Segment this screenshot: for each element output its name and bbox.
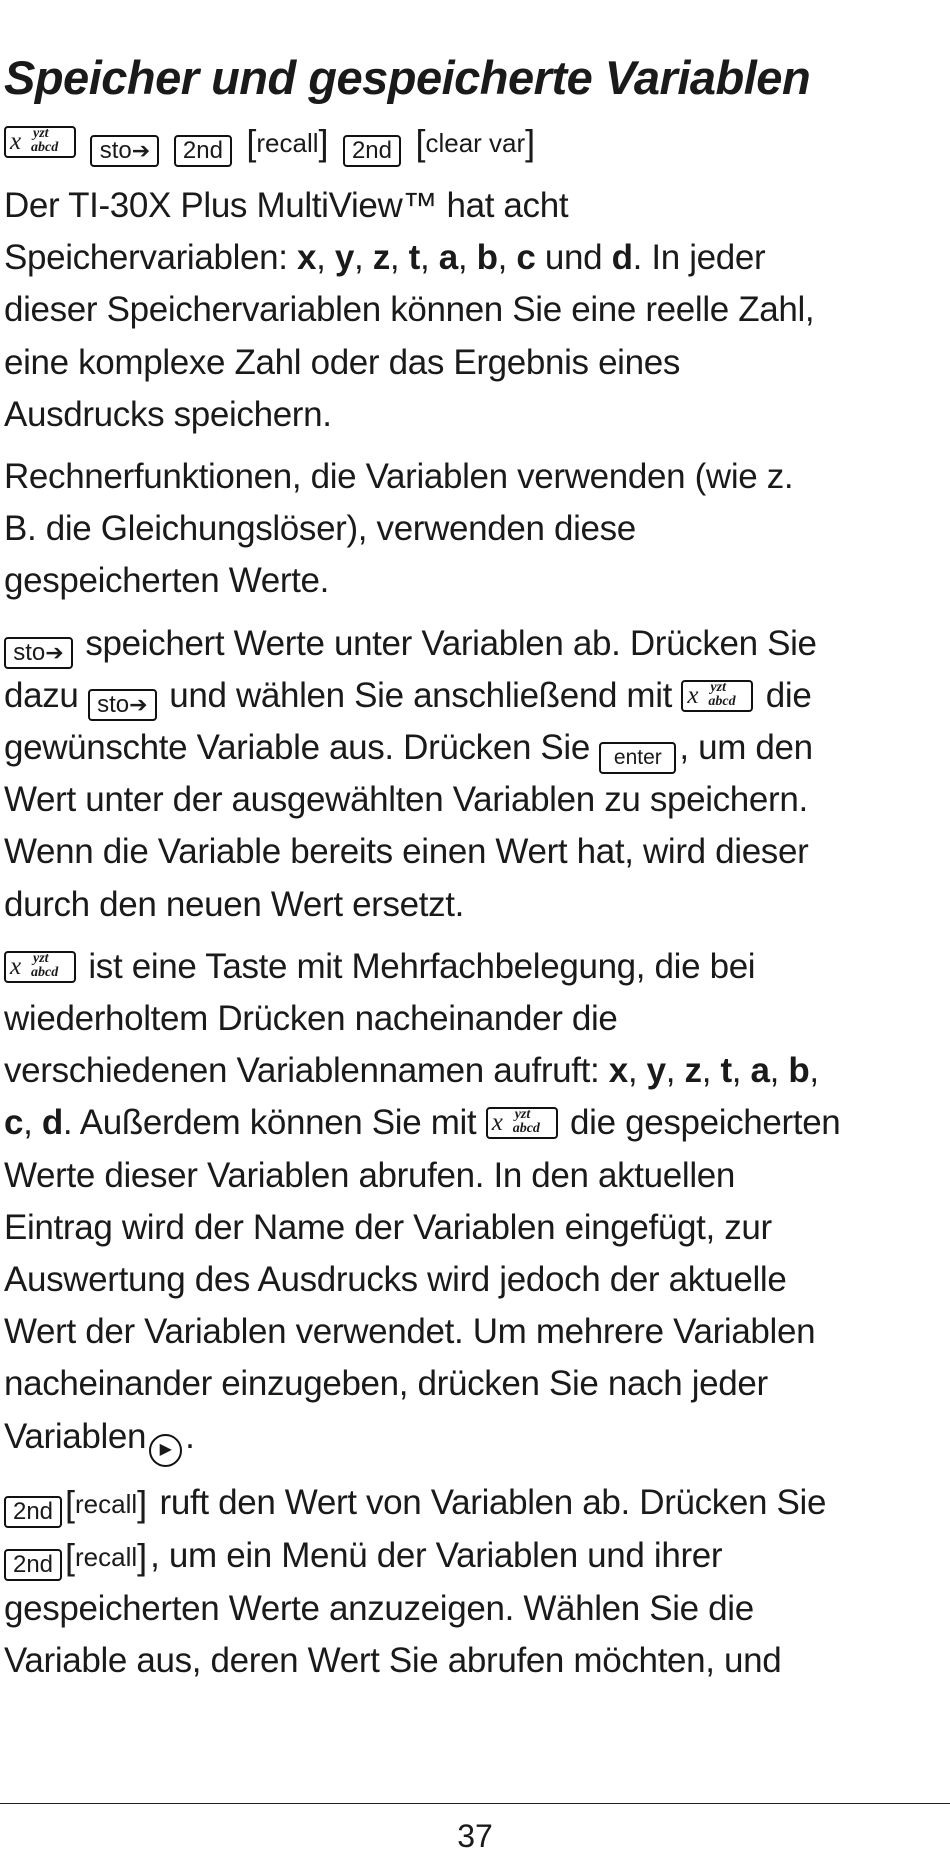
xvar-key: x yzt abcd: [4, 951, 76, 983]
recall-function-label: [recall]: [65, 1482, 148, 1524]
body-text: [4, 180, 948, 1697]
recall-function-label: [recall]: [65, 1535, 148, 1577]
paragraph-calculator-functions: Rechnerfunktionen, die Variablen verwenden (wie z. B. die Gleichungslöser), verwenden diese gespeicherten Werte.: [4, 457, 794, 601]
2nd-key: 2nd: [343, 135, 401, 167]
paragraph-xvar-key: x yzt abcd ist eine Taste mit Mehrfachbelegung, die bei wiederholtem Drücken nacheinander die verschiedenen Variablennamen aufruft: x, y, z, t, a, b, c, d. Außerdem können Sie mit x yzt abcd die gespeicherten Werte dieser Variablen abrufen. In den aktuellen Eintrag wird der Name der Variablen eingefügt, zur Auswertung des Ausdrucks wird jedoch der aktuelle Wert der Variablen verwendet. Um mehrere Variablen nacheinander einzugeben, drücken Sie nach jeder Variablen ▶ .: [4, 941, 948, 1467]
sto-key: sto➔: [88, 689, 157, 721]
2nd-key: 2nd: [4, 1496, 62, 1528]
xvar-key: x yzt abcd: [681, 680, 753, 712]
sto-key: sto➔: [4, 637, 73, 669]
paragraph-memory-variables: Der TI-30X Plus MultiView™ hat acht Speichervariablen: x, y, z, t, a, b, c und d. In jeder dieser Speichervariablen können Sie eine reelle Zahl, eine komplexe Zahl oder das Ergebnis eines Ausdrucks speichern.: [4, 186, 815, 434]
right-arrow-key-icon: ▶: [149, 1434, 182, 1467]
paragraph-recall: 2nd [recall] ruft den Wert von Variablen ab. Drücken Sie 2nd [recall], um ein Menü der Variablen und ihrer gespeicherten Werte anzuzeigen. Wählen Sie die Variable aus, deren Wert Sie abrufen möchten, und: [4, 1477, 948, 1688]
xvar-key: x yzt abcd: [4, 126, 76, 158]
key-sequence-row: [4, 122, 545, 164]
footer-divider: [0, 1803, 950, 1804]
clear-var-function-label: [clear var]: [415, 122, 536, 163]
2nd-key: 2nd: [4, 1549, 62, 1581]
enter-key: enter: [599, 742, 676, 774]
paragraph-sto-key: sto➔ speichert Werte unter Variablen ab. Drücken Sie dazu sto➔ und wählen Sie anschließend mit x yzt abcd die gewünschte Variable aus. Drücken Sie enter , um den Wert unter der ausgewählten Variablen zu speichern. Wenn die Variable bereits einen Wert hat, wird dieser durch den neuen Wert ersetzt.: [4, 623, 817, 924]
page-number: 37: [457, 1818, 493, 1854]
page-title: Speicher und gespeicherte Variablen: [4, 51, 811, 104]
sto-key: sto➔: [90, 135, 159, 167]
2nd-key: 2nd: [174, 135, 232, 167]
xvar-key: x yzt abcd: [486, 1107, 558, 1139]
recall-function-label: [recall]: [246, 122, 329, 163]
